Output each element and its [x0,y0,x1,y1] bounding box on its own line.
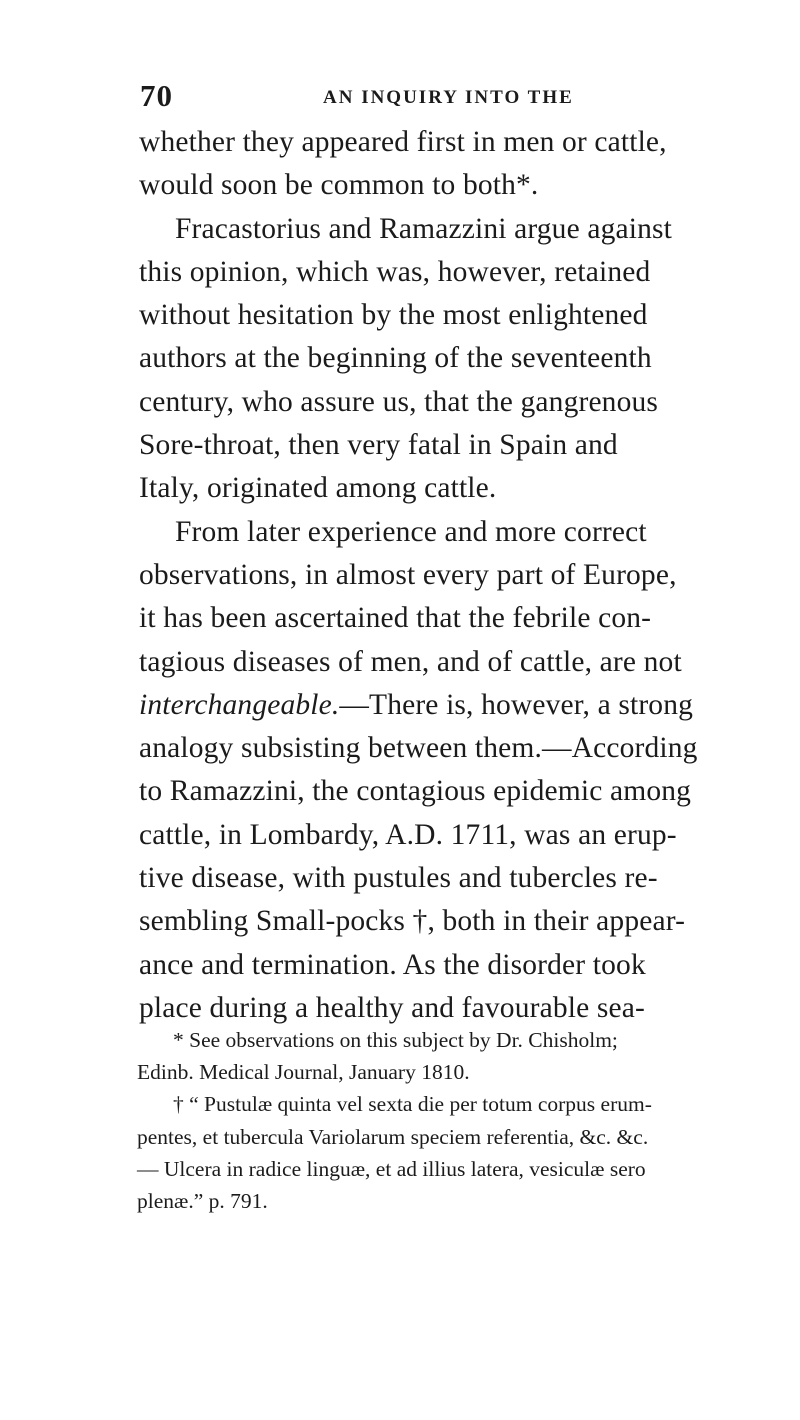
text-line: century, who assure us, that the gangrenous [139,385,659,418]
footnote-line: — Ulcera in radice linguæ, et ad illius latera, vesiculæ sero [137,1156,646,1181]
text-line: sembling Small-pocks †, both in their appear- [139,905,686,938]
text-line: Fracastorius and Ramazzini argue against [175,212,672,245]
text-line: observations, in almost every part of Europe, [139,558,677,591]
italic-phrase: interchangeable. [139,688,340,721]
footnotes [137,1024,782,1217]
text-line: Italy, originated among cattle. [139,472,497,505]
text-line: cattle, in Lombardy, A.D. 1711, was an erup- [139,818,677,851]
text-line-rest: —There is, however, a strong [339,688,694,721]
text-line: analogy subsisting between them.—According [139,732,698,765]
text-line: tagious diseases of men, and of cattle, are not [139,645,682,678]
footnote-line: † “ Pustulæ quinta vel sexta die per totum corpus erum- [173,1092,652,1117]
footnote-line: plenæ.” p. 791. [137,1188,268,1213]
text-line: ance and termination. As the disorder took [139,948,646,981]
text-line: place during a healthy and favourable sea- [139,991,645,1024]
footnote-line: * See observations on this subject by Dr. Chisholm; [173,1028,618,1052]
text-line: From later experience and more correct [175,515,647,548]
running-title: AN INQUIRY INTO THE [323,87,574,108]
text-line: without hesitation by the most enlightened [139,299,648,332]
body-text [139,121,779,1030]
text-line: tive disease, with pustules and tubercles re- [139,862,658,895]
text-line: it has been ascertained that the febrile con- [139,602,652,635]
text-line: Sore-throat, then very fatal in Spain and [139,429,618,462]
text-line: this opinion, which was, however, retained [139,255,651,288]
page-number: 70 [140,78,173,113]
footnote-line: Edinb. Medical Journal, January 1810. [137,1060,470,1085]
text-line: to Ramazzini, the contagious epidemic among [139,775,692,808]
text-line: authors at the beginning of the seventeenth [139,342,652,375]
text-line: whether they appeared first in men or cattle, [139,126,667,158]
running-head [140,78,790,118]
text-line [139,684,779,727]
footnote-line: pentes, et tubercula Variolarum speciem referentia, &c. &c. [137,1124,649,1149]
text-line: would soon be common to both*. [139,169,539,202]
